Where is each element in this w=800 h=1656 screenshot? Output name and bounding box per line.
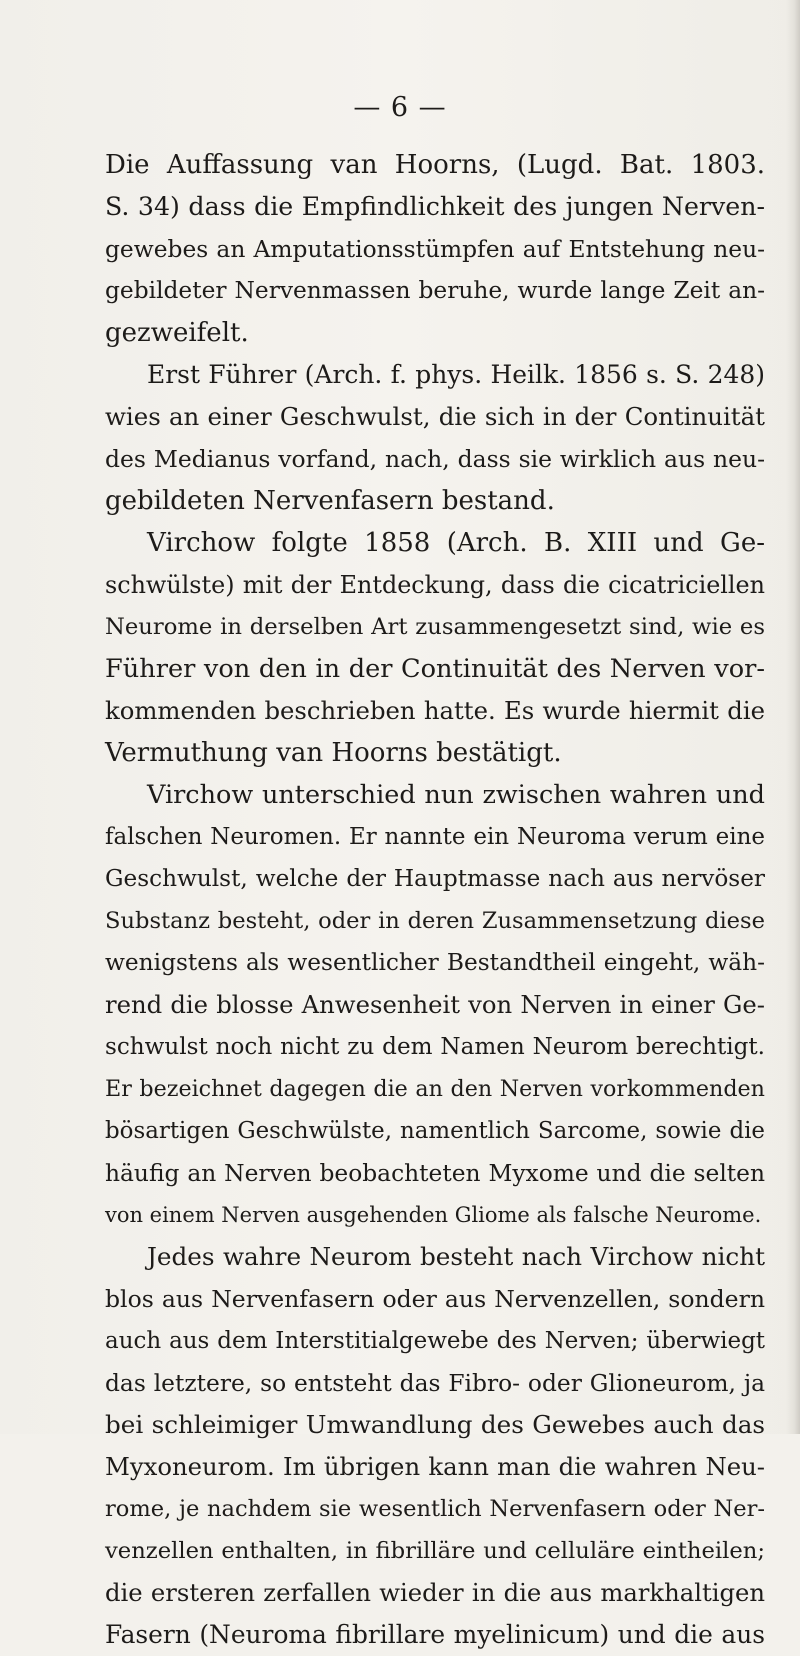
text-line: Er bezeichnet dagegen die an den Nerven vorkommenden [105,1076,765,1102]
paragraph-1 [105,144,765,354]
text-line: das letztere, so entsteht das Fibro- oder Glioneurom, ja [105,1369,765,1397]
text-line: Substanz besteht, oder in deren Zusammensetzung diese [105,908,765,934]
text-line: von einem Nerven ausgehenden Gliome als falsche Neurome. [105,1203,762,1227]
body-text [105,144,765,1656]
text-line: bei schleimiger Umwandlung des Gewebes auch das [105,1410,765,1439]
page-edge-shadow [786,0,800,1434]
paragraph-3 [105,522,765,774]
text-line: häufig an Nerven beobachteten Myxome und die selten [105,1159,765,1187]
text-line: gebildeter Nervenmassen beruhe, wurde lange Zeit an- [105,277,765,304]
text-line: Neurome in derselben Art zusammengesetzt sind, wie es [105,614,765,640]
text-line: die ersteren zerfallen wieder in die aus markhaltigen [105,1578,765,1607]
text-line: Jedes wahre Neurom besteht nach Virchow nicht [147,1242,765,1271]
text-line: blos aus Nervenfasern oder aus Nervenzellen, sondern [105,1285,765,1313]
text-line: gebildeten Nervenfasern bestand. [105,486,555,516]
paragraph-4 [105,774,765,1236]
page-number: — 6 — [353,92,447,123]
text-line: Virchow folgte 1858 (Arch. B. XIII und Ge- [147,528,765,558]
text-line: Erst Führer (Arch. f. phys. Heilk. 1856 s. S. 248) [147,360,765,389]
text-line: Die Auffassung van Hoorns, (Lugd. Bat. 1803. [105,150,765,180]
paragraph-5 [105,1236,765,1656]
text-line: Fasern (Neuroma fibrillare myelinicum) und die aus [105,1620,765,1649]
text-line: wenigstens als wesentlicher Bestandtheil eingeht, wäh- [105,949,765,976]
text-line: S. 34) dass die Empfindlichkeit des jungen Nerven- [105,192,765,221]
text-line: Myxoneurom. Im übrigen kann man die wahren Neu- [105,1452,765,1481]
text-line: falschen Neuromen. Er nannte ein Neuroma verum eine [105,824,765,850]
text-line: schwülste) mit der Entdeckung, dass die cicatriciellen [105,571,765,599]
text-line: gezweifelt. [105,318,249,348]
text-line: kommenden beschrieben hatte. Es wurde hiermit die [105,696,765,725]
text-line: rome, je nachdem sie wesentlich Nervenfasern oder Ner- [105,1496,765,1522]
text-line: Führer von den in der Continuität des Nerven vor- [105,654,765,684]
text-line: Geschwulst, welche der Hauptmasse nach aus nervöser [105,865,765,892]
text-line: Vermuthung van Hoorns bestätigt. [105,738,562,768]
text-line: gewebes an Amputationsstümpfen auf Entstehung neu- [105,235,765,263]
text-line: auch aus dem Interstitialgewebe des Nerven; überwiegt [105,1328,765,1354]
text-line: bösartigen Geschwülste, namentlich Sarcome, sowie die [105,1118,765,1144]
text-line: des Medianus vorfand, nach, dass sie wirklich aus neu- [105,445,765,473]
paragraph-2 [105,354,765,522]
text-line: Virchow unterschied nun zwischen wahren und [147,780,765,810]
text-line: wies an einer Geschwulst, die sich in der Continuität [105,402,765,431]
text-line: rend die blosse Anwesenheit von Nerven in einer Ge- [105,990,765,1019]
text-line: venzellen enthalten, in fibrilläre und celluläre eintheilen; [105,1538,765,1564]
text-line: schwulst noch nicht zu dem Namen Neurom berechtigt. [105,1034,765,1060]
